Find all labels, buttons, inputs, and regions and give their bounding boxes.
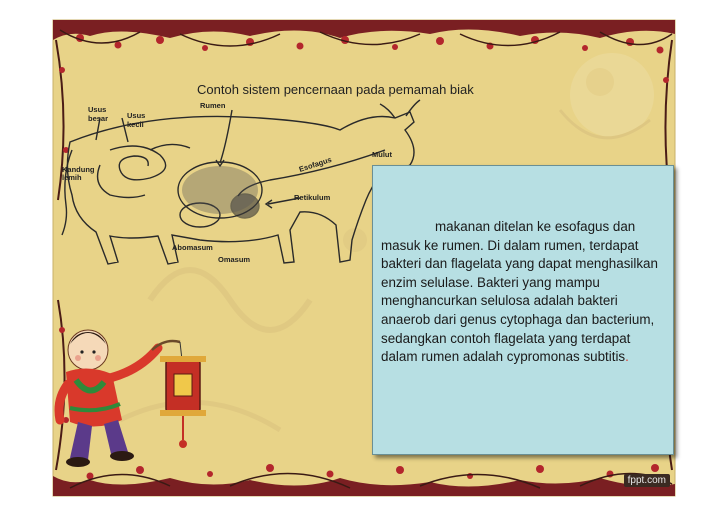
label-rumen: Rumen bbox=[200, 101, 226, 110]
description-text: makanan ditelan ke esofagus dan masuk ke rumen. Di dalam rumen, terdapat bakteri dan flagelata yang dapat menghasilkan enzim selulase. Bakteri yang mampu menghancurkan selulosa adalah bakteri anaerob dari genus cytophaga dan bacterium, sedangkan contoh flagelata yang terdapat dalam rumen adalah cypromonas subtitis bbox=[381, 219, 658, 365]
label-kandung-2: lemih bbox=[62, 173, 82, 182]
label-esofagus: Esofagus bbox=[297, 154, 333, 174]
label-usus-besar-2: besar bbox=[88, 114, 109, 123]
label-retikulum: Retikulum bbox=[294, 193, 331, 202]
label-usus-kecil-1: Usus bbox=[127, 111, 146, 120]
label-kandung-1: Kandung bbox=[62, 165, 95, 174]
label-mulut: Mulut bbox=[372, 150, 392, 159]
description-textbox bbox=[372, 165, 674, 455]
label-abomasum: Abomasum bbox=[172, 243, 213, 252]
label-omasum: Omasum bbox=[218, 255, 251, 264]
fppt-watermark: fppt.com bbox=[624, 474, 670, 487]
description-paragraph bbox=[381, 218, 665, 367]
description-trailing-dot: . bbox=[625, 349, 629, 365]
slide-title: Contoh sistem pencernaan pada pemamah biak bbox=[197, 82, 474, 97]
label-usus-kecil-2: kecil bbox=[127, 120, 144, 129]
label-usus-besar-1: Usus bbox=[88, 105, 107, 114]
